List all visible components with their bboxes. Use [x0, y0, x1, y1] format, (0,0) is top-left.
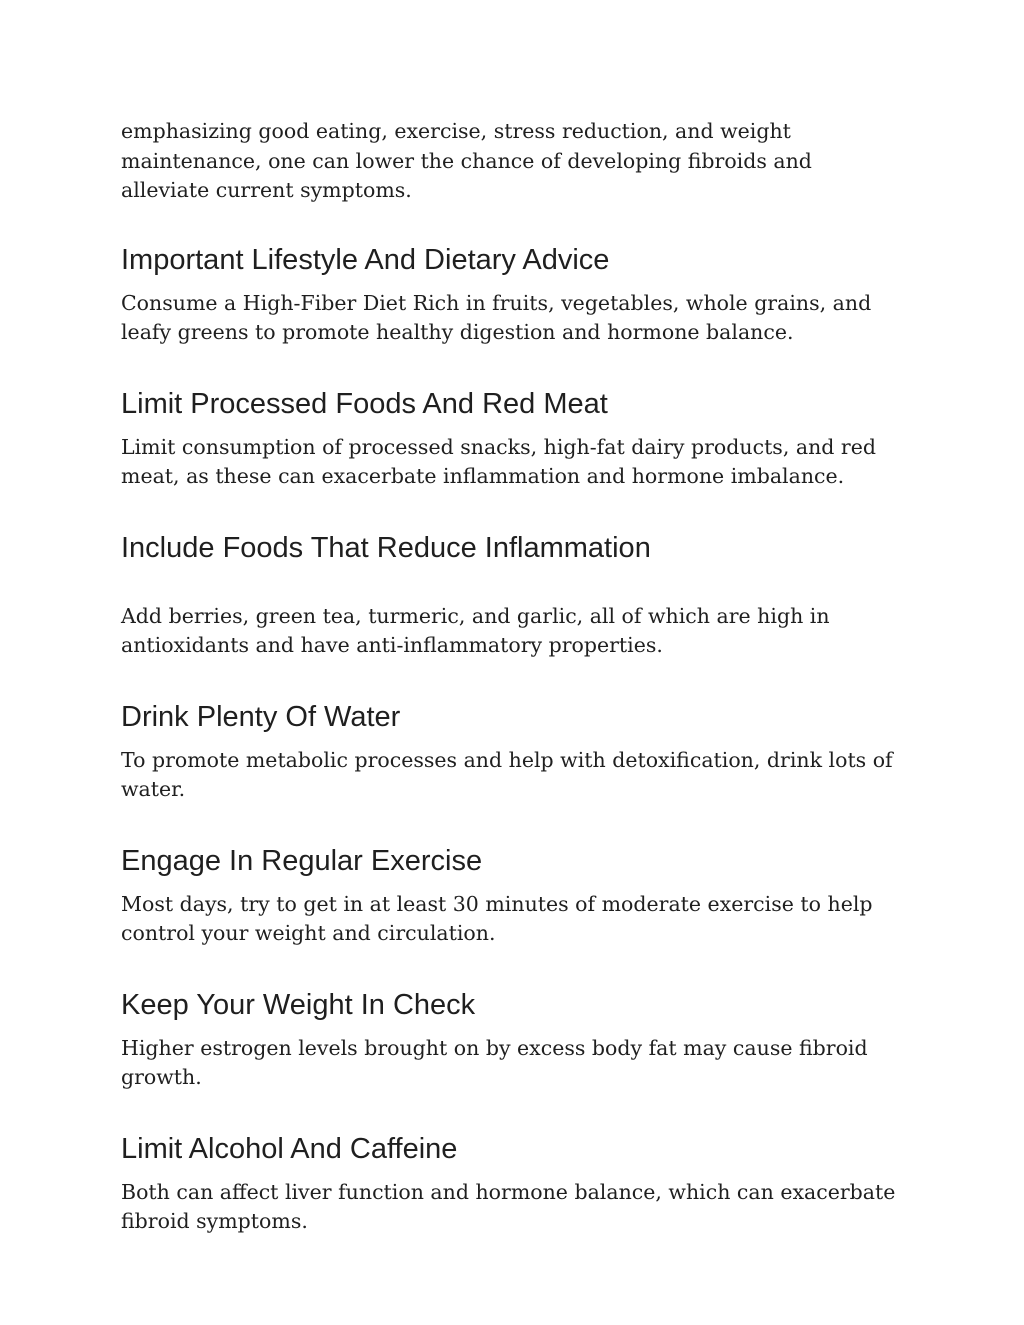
section-heading: Drink Plenty Of Water — [121, 700, 401, 733]
section-dietary-advice — [121, 243, 901, 348]
section-body: Most days, try to get in at least 30 minutes of moderate exercise to help control your weight and circulation. — [121, 891, 873, 945]
document-page — [121, 117, 901, 1276]
section-body: Both can affect liver function and hormone balance, which can exacerbate fibroid symptoms. — [121, 1179, 896, 1233]
section-weight — [121, 988, 901, 1093]
section-heading: Keep Your Weight In Check — [121, 988, 476, 1021]
section-heading: Important Lifestyle And Dietary Advice — [121, 243, 610, 276]
section-heading: Engage In Regular Exercise — [121, 844, 483, 877]
section-body: Consume a High-Fiber Diet Rich in fruits, vegetables, whole grains, and leafy greens to promote healthy digestion and hormone balance. — [121, 290, 872, 344]
section-heading: Limit Alcohol And Caffeine — [121, 1132, 458, 1165]
section-body: To promote metabolic processes and help with detoxification, drink lots of water. — [121, 747, 893, 801]
section-body: Limit consumption of processed snacks, high-fat dairy products, and red meat, as these can exacerbate inflammation and hormone imbalance. — [121, 434, 876, 488]
section-body: Add berries, green tea, turmeric, and garlic, all of which are high in antioxidants and have anti-inflammatory properties. — [121, 603, 830, 657]
section-alcohol-caffeine — [121, 1132, 901, 1237]
section-heading: Limit Processed Foods And Red Meat — [121, 387, 608, 420]
intro-paragraph: emphasizing good eating, exercise, stress reduction, and weight maintenance, one can lower the chance of developing fibroids and alleviate current symptoms. — [121, 119, 812, 202]
section-water — [121, 700, 901, 805]
section-inflammation — [121, 531, 901, 661]
section-processed-foods — [121, 387, 901, 492]
section-exercise — [121, 844, 901, 949]
section-body: Higher estrogen levels brought on by excess body fat may cause fibroid growth. — [121, 1035, 868, 1089]
section-heading: Include Foods That Reduce Inflammation — [121, 531, 651, 564]
